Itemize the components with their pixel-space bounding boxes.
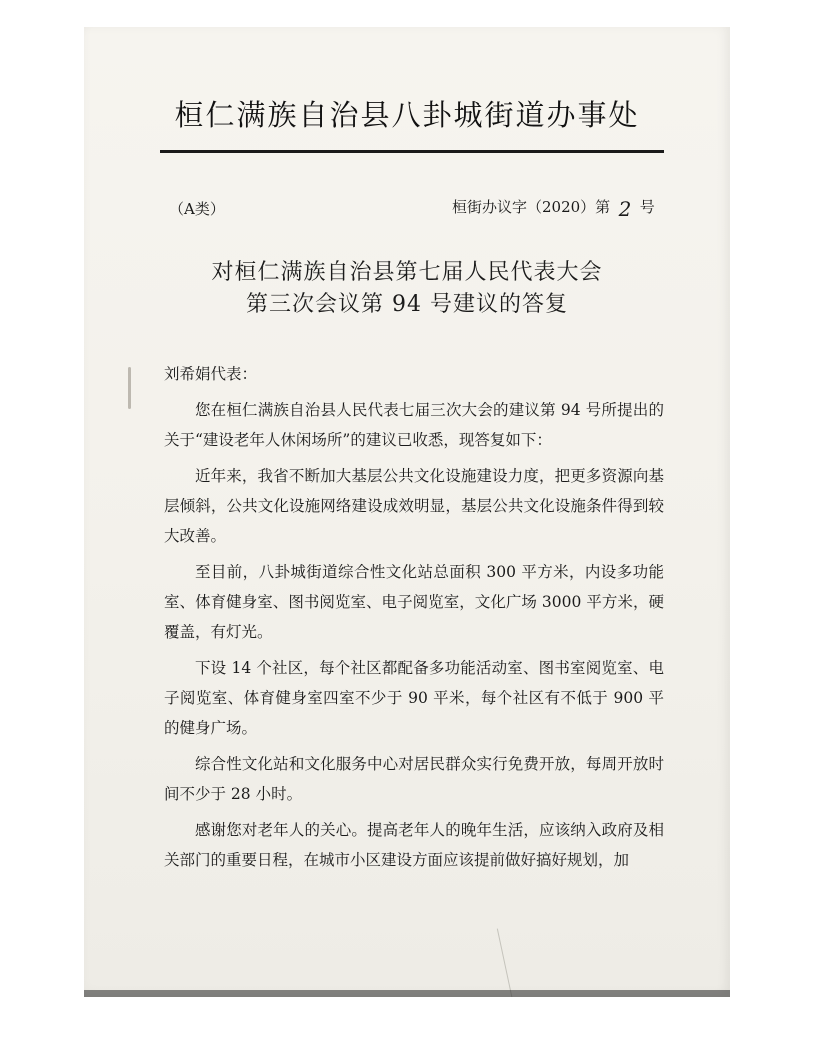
body-paragraph: 感谢您对老年人的关心。提高老年人的晚年生活，应该纳入政府及相关部门的重要日程，在城市小区建设方面应该提前做好搞好规划，加 — [164, 821, 664, 869]
body-paragraph: 至目前，八卦城街道综合性文化站总面积 300 平方米，内设多功能室、体育健身室、图书阅览室、电子阅览室，文化广场 3000 平方米，硬覆盖，有灯光。 — [164, 563, 664, 641]
header-divider — [160, 150, 664, 153]
document-title-line-1: 对桓仁满族自治县第七届人民代表大会 — [211, 260, 603, 285]
body-paragraph: 下设 14 个社区，每个社区都配备多功能活动室、图书室阅览室、电子阅览室、体育健身室四室不少于 90 平米，每个社区有不低于 900 平的健身广场。 — [164, 659, 664, 737]
body-paragraph: 综合性文化站和文化服务中心对居民群众实行免费开放，每周开放时间不少于 28 小时。 — [164, 755, 664, 803]
document-title-line-2: 第三次会议第 94 号建议的答复 — [246, 292, 568, 317]
salutation: 刘希娟代表： — [164, 365, 258, 383]
body-paragraph: 近年来，我省不断加大基层公共文化设施建设力度，把更多资源向基层倾斜，公共文化设施网络建设成效明显，基层公共文化设施条件得到较大改善。 — [164, 467, 664, 545]
body-paragraph: 您在桓仁满族自治县人民代表七届三次大会的建议第 94 号所提出的关于“建设老年人休闲场所”的建议已收悉，现答复如下： — [164, 401, 664, 449]
staple-mark — [128, 367, 131, 409]
organization-header: 桓仁满族自治县八卦城街道办事处 — [174, 98, 640, 132]
doc-number-handwritten: 2 — [618, 197, 632, 221]
document-body — [164, 359, 664, 881]
doc-number-suffix: 号 — [639, 198, 655, 216]
document-category: （A类） — [169, 200, 225, 218]
doc-number-prefix: 桓街办议字（2020）第 — [452, 198, 611, 216]
page-bottom-edge — [84, 990, 730, 997]
document-number — [452, 193, 655, 221]
paper-crease — [497, 927, 520, 997]
document-page — [84, 27, 730, 997]
